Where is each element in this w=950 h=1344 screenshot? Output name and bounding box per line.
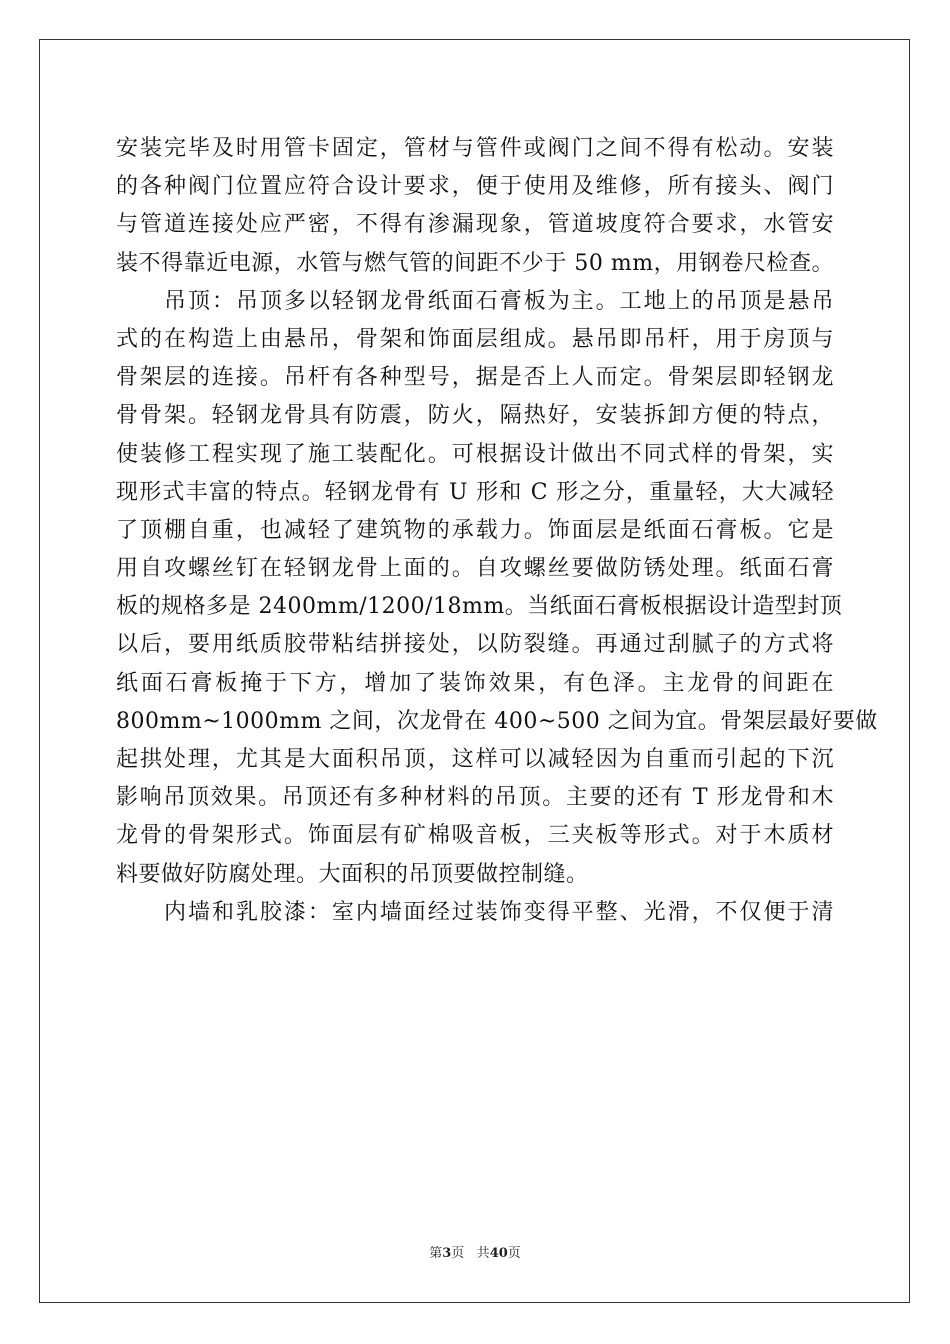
page-footer [0, 1246, 950, 1262]
text-line: 板的规格多是 2400mm/1200/18mm。当纸面石膏板根据设计造型封顶 [116, 594, 843, 620]
text-line: 料要做好防腐处理。大面积的吊顶要做控制缝。 [116, 861, 589, 887]
text-line: 与管道连接处应严密，不得有渗漏现象，管道坡度符合要求，水管安 [116, 212, 834, 238]
page-suffix: 页 [451, 1246, 465, 1261]
text-line: 骨骨架。轻钢龙骨具有防震，防火，隔热好，安装拆卸方便的特点， [116, 403, 834, 429]
text-line: 起拱处理，尤其是大面积吊顶，这样可以减轻因为自重而引起的下沉 [116, 747, 834, 772]
text-line: 现形式丰富的特点。轻钢龙骨有 U 形和 C 形之分，重量轻，大大减轻 [116, 479, 834, 505]
total-prefix: 共 [476, 1246, 490, 1261]
text-line: 装不得靠近电源，水管与燃气管的间距不少于 50 mm，用钢卷尺检查。 [116, 250, 834, 276]
text-line: 了顶棚自重，也减轻了建筑物的承载力。饰面层是纸面石膏板。它是 [116, 517, 834, 543]
text-line: 800mm~1000mm 之间，次龙骨在 400~500 之间为宜。骨架层最好要做 [116, 708, 878, 734]
text-line: 吊顶：吊顶多以轻钢龙骨纸面石膏板为主。工地上的吊顶是悬吊 [164, 288, 834, 314]
text-line: 纸面石膏板掩于下方，增加了装饰效果，有色泽。主龙骨的间距在 [116, 670, 834, 696]
text-line: 的各种阀门位置应符合设计要求，便于使用及维修，所有接头、阀门 [116, 174, 834, 200]
text-line: 安装完毕及时用管卡固定，管材与管件或阀门之间不得有松动。安装 [116, 136, 834, 161]
page-prefix: 第 [429, 1246, 443, 1261]
document-body [116, 130, 878, 932]
text-line: 用自攻螺丝钉在轻钢龙骨上面的。自攻螺丝要做防锈处理。纸面石膏 [116, 556, 834, 582]
total-suffix: 页 [507, 1246, 521, 1261]
page-number: 3 [442, 1246, 452, 1261]
total-pages: 40 [489, 1246, 508, 1261]
text-line: 式的在构造上由悬吊，骨架和饰面层组成。悬吊即吊杆，用于房顶与 [116, 326, 834, 352]
text-line: 龙骨的骨架形式。饰面层有矿棉吸音板，三夹板等形式。对于木质材 [116, 823, 834, 849]
text-line: 影响吊顶效果。吊顶还有多种材料的吊顶。主要的还有 T 形龙骨和木 [116, 785, 834, 811]
text-line: 内墙和乳胶漆：室内墙面经过装饰变得平整、光滑，不仅便于清 [164, 899, 834, 925]
text-line: 骨架层的连接。吊杆有各种型号，据是否上人而定。骨架层即轻钢龙 [116, 365, 834, 391]
text-line: 使装修工程实现了施工装配化。可根据设计做出不同式样的骨架，实 [116, 441, 834, 467]
text-line: 以后，要用纸质胶带粘结拼接处，以防裂缝。再通过刮腻子的方式将 [116, 632, 834, 658]
